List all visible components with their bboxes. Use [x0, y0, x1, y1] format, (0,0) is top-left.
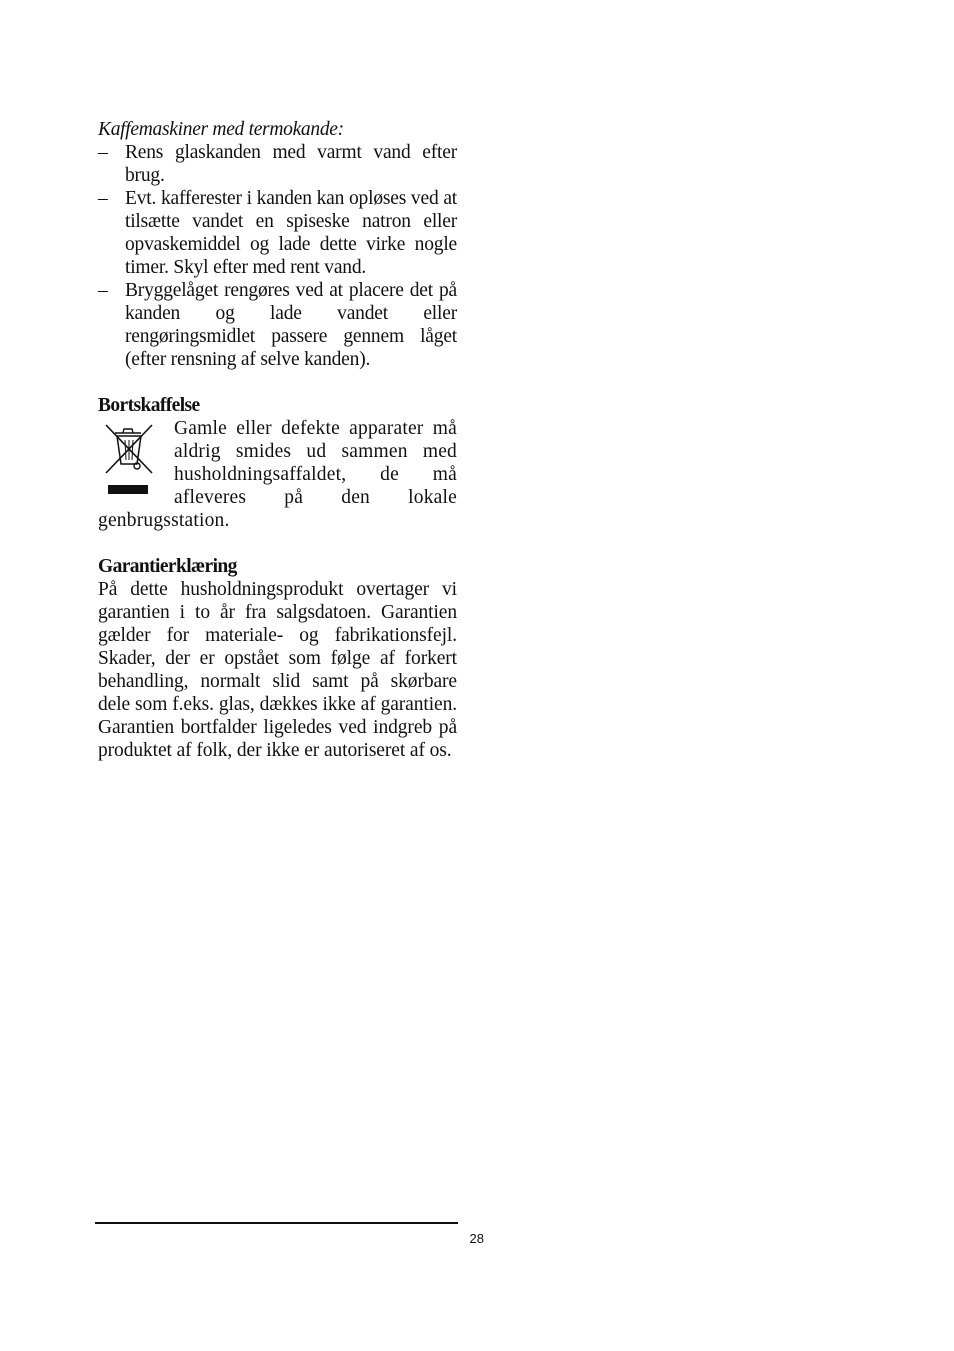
disposal-section: [98, 417, 457, 532]
list-item-text: Evt. kafferester i kanden kan opløses ved at tilsætte vandet en spiseske natron eller opvaskemiddel og lade dette virke nogle timer. Skyl efter med rent vand.: [125, 188, 457, 278]
crossed-out-wheelie-bin-icon: [98, 419, 162, 499]
warranty-heading: Garantierklæring: [98, 556, 237, 577]
list-item: [98, 279, 457, 371]
cleaning-list: [98, 141, 457, 371]
list-item-text: Bryggelåget rengøres ved at placere det på kanden og lade vandet eller rengøringsmidlet passere gennem låget (efter rensning af selve kanden).: [125, 280, 457, 370]
text-column: [98, 118, 457, 762]
list-item: [98, 187, 457, 279]
list-item: [98, 141, 457, 187]
dash-bullet: –: [98, 280, 108, 301]
dash-bullet: –: [98, 142, 108, 163]
list-item-text: Rens glaskanden med varmt vand efter brug.: [125, 142, 457, 186]
cleaning-subheading: Kaffemaskiner med termokande:: [98, 119, 344, 140]
page-number: 28: [469, 1231, 484, 1246]
disposal-heading: Bortskaffelse: [98, 395, 200, 416]
dash-bullet: –: [98, 188, 108, 209]
disposal-text: Gamle eller defekte apparater må aldrig smides ud sammen med husholdningsaffaldet, de må afleveres på den lokale genbrugsstation.: [98, 418, 457, 531]
footer-rule: [95, 1222, 458, 1224]
warranty-text: På dette husholdningsprodukt overtager vi garantien i to år fra salgsdatoen. Garantien gælder for materiale- og fabrikationsfejl. Skader, der er opstået som følge af forkert behandling, normalt slid samt på skørbare dele som f.eks. glas, dækkes ikke af garantien. Garantien bortfalder ligeledes ved indgreb på produktet af folk, der ikke er autoriseret af os.: [98, 579, 457, 761]
